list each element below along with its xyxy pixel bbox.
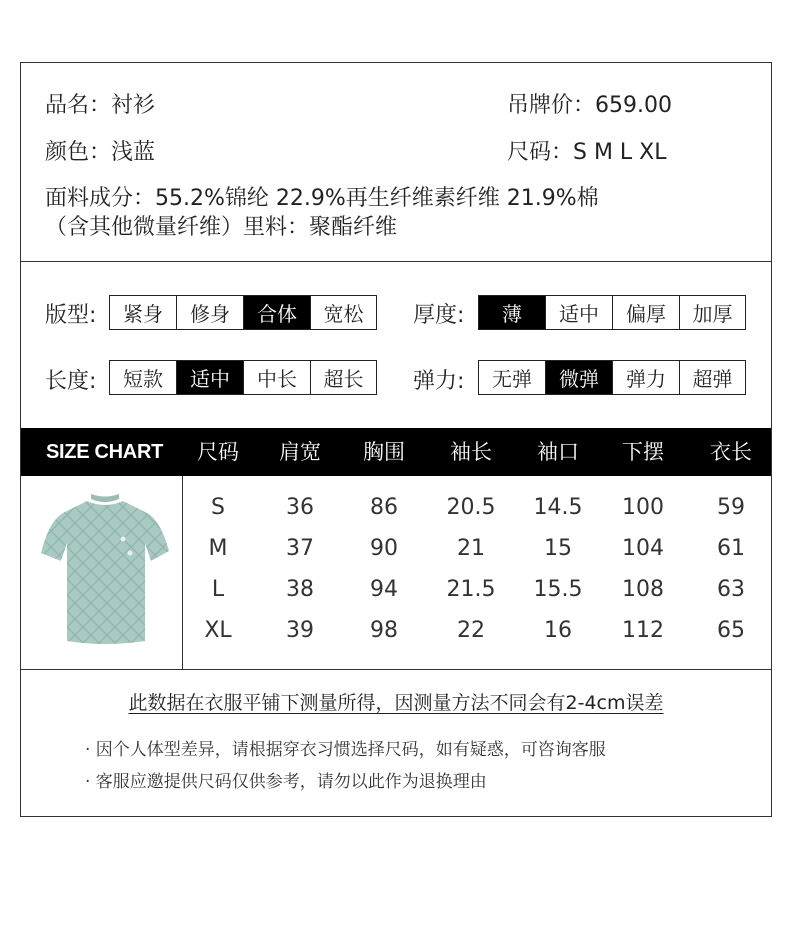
size-measurement: 98 [370, 618, 398, 643]
size-measurement: 15 [544, 536, 572, 561]
note-bullet: · 因个人体型差异，请根据穿衣习惯选择尺码，如有疑惑，可咨询客服 [85, 740, 606, 760]
size-measurement: 86 [370, 495, 398, 520]
size-measurement: 16 [544, 618, 572, 643]
column-header: 衣长 [710, 440, 752, 464]
thickness-option: 适中 [545, 296, 612, 329]
size-chart-title: SIZE CHART [46, 441, 164, 463]
size-measurement: 112 [622, 618, 664, 643]
thickness-options [478, 295, 746, 330]
fabric-lining: （含其他微量纤维）里料：聚酯纤维 [45, 215, 398, 240]
size-measurement: 61 [717, 536, 745, 561]
size-measurement: 22 [457, 618, 485, 643]
elasticity-option: 弹力 [612, 361, 679, 394]
measurement-note: 此数据在衣服平铺下测量所得，因测量方法不同会有2-4cm误差 [128, 692, 664, 714]
elasticity-label: 弹力: [413, 369, 465, 394]
fit-option: 宽松 [310, 296, 376, 329]
fit-option: 修身 [176, 296, 243, 329]
elasticity-option: 微弹 [545, 361, 612, 394]
thickness-label: 厚度: [413, 303, 465, 328]
size-measurement: 37 [286, 536, 314, 561]
size-list: 尺码：S M L XL [507, 140, 667, 165]
fit-option: 合体 [243, 296, 310, 329]
section-divider [21, 669, 771, 670]
fit-options [109, 295, 377, 330]
size-measurement: 94 [370, 577, 398, 602]
fit-option: 紧身 [110, 296, 176, 329]
fit-label: 版型: [45, 303, 97, 328]
size-measurement: 36 [286, 495, 314, 520]
thickness-option: 偏厚 [612, 296, 679, 329]
column-header: 袖口 [537, 440, 579, 464]
size-measurement: 39 [286, 618, 314, 643]
column-header: 袖长 [450, 440, 492, 464]
size-measurement: 104 [622, 536, 664, 561]
size-measurement: 63 [717, 577, 745, 602]
length-option: 中长 [243, 361, 310, 394]
section-divider [21, 261, 771, 262]
product-color: 颜色：浅蓝 [45, 140, 156, 165]
column-header: 肩宽 [279, 440, 321, 464]
size-measurement: 59 [717, 495, 745, 520]
thickness-option: 加厚 [679, 296, 745, 329]
length-option: 超长 [310, 361, 376, 394]
size-chart-header [21, 428, 771, 476]
elasticity-option: 超弹 [679, 361, 745, 394]
size-label: XL [204, 618, 232, 643]
size-measurement: 100 [622, 495, 664, 520]
size-measurement: 38 [286, 577, 314, 602]
size-measurement: 65 [717, 618, 745, 643]
size-measurement: 15.5 [533, 577, 583, 602]
column-header: 胸围 [363, 440, 405, 464]
size-label: L [211, 577, 225, 602]
size-measurement: 90 [370, 536, 398, 561]
size-measurement: 20.5 [446, 495, 496, 520]
size-measurement: 108 [622, 577, 664, 602]
column-header: 尺码 [197, 440, 239, 464]
elasticity-options [478, 360, 746, 395]
length-label: 长度: [45, 369, 97, 394]
product-name: 品名：衬衫 [45, 93, 156, 118]
shirt-product-image [35, 491, 175, 655]
size-measurement: 14.5 [533, 495, 583, 520]
length-option: 短款 [110, 361, 176, 394]
size-label: M [208, 536, 228, 561]
tag-price: 吊牌价：659.00 [507, 93, 672, 118]
fabric-composition: 面料成分：55.2%锦纶 22.9%再生纤维素纤维 21.9%棉 [45, 186, 599, 211]
elasticity-option: 无弹 [479, 361, 545, 394]
size-measurement: 21 [457, 536, 485, 561]
size-label: S [211, 495, 225, 520]
size-guide-card [20, 62, 772, 817]
length-option: 适中 [176, 361, 243, 394]
length-options [109, 360, 377, 395]
column-header: 下摆 [622, 440, 664, 464]
size-measurement: 21.5 [446, 577, 496, 602]
thickness-option: 薄 [479, 296, 545, 329]
note-bullet: · 客服应邀提供尺码仅供参考，请勿以此作为退换理由 [85, 772, 487, 792]
image-divider [182, 476, 183, 669]
